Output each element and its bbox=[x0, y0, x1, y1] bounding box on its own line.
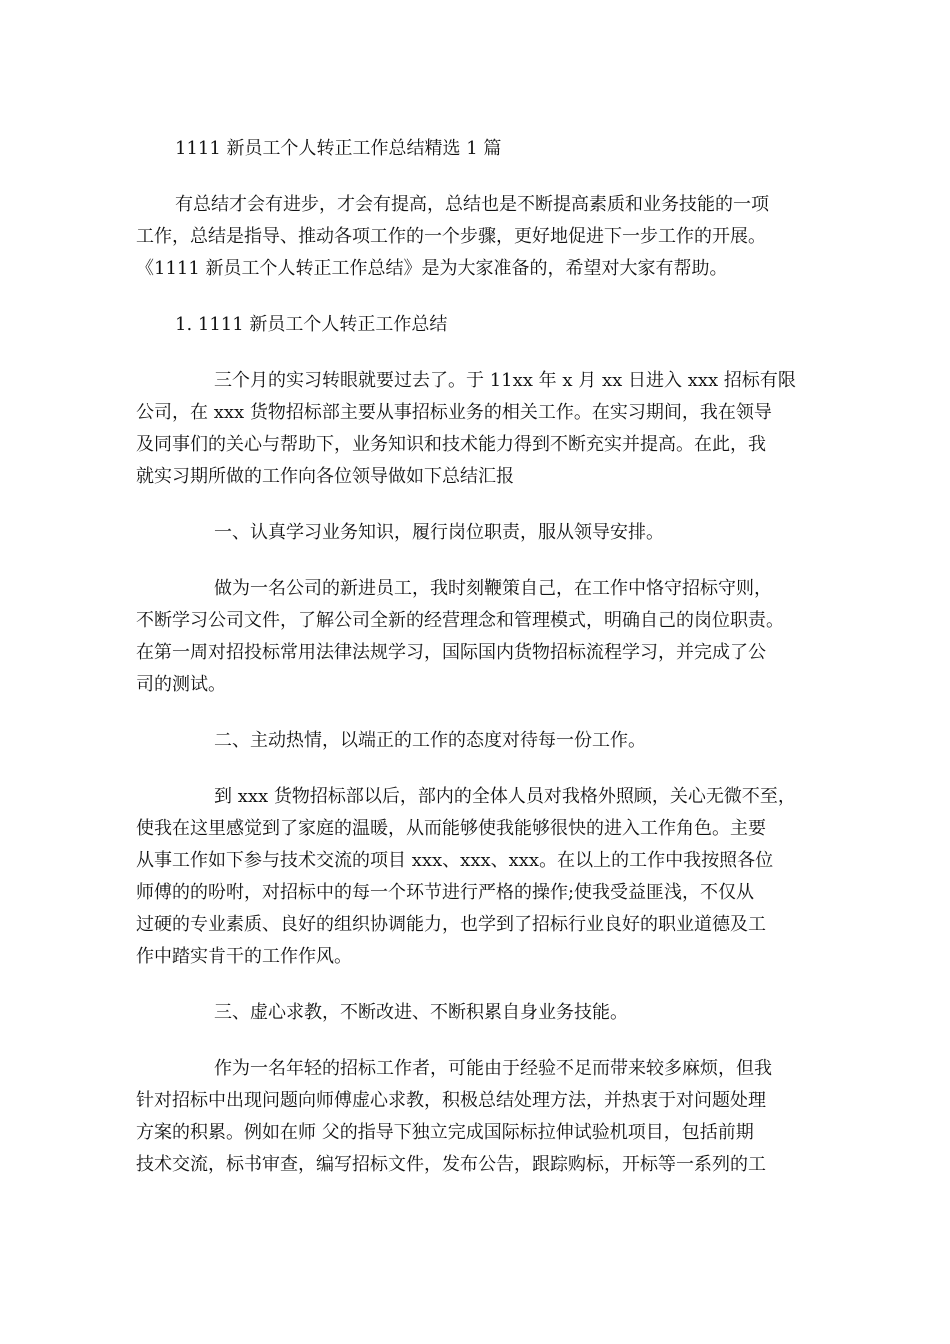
paragraph-line: 不断学习公司文件，了解公司全新的经营理念和管理模式，明确自己的岗位职责。 bbox=[136, 610, 784, 631]
paragraph-line: 使我在这里感觉到了家庭的温暖，从而能够使我能够很快的进入工作角色。主要 bbox=[136, 818, 766, 839]
subheading-2: 二、主动热情，以端正的工作的态度对待每一份工作。 bbox=[214, 730, 646, 751]
subheading-1: 一、认真学习业务知识，履行岗位职责，服从领导安排。 bbox=[214, 522, 664, 543]
intro-line: 工作，总结是指导、推动各项工作的一个步骤，更好地促进下一步工作的开展。 bbox=[136, 226, 766, 247]
paragraph-line: 过硬的专业素质、良好的组织协调能力，也学到了招标行业良好的职业道德及工 bbox=[136, 914, 766, 935]
paragraph-line: 技术交流，标书审查，编写招标文件，发布公告，跟踪购标，开标等一系列的工 bbox=[136, 1154, 766, 1175]
paragraph-line: 作为一名年轻的招标工作者，可能由于经验不足而带来较多麻烦，但我 bbox=[214, 1058, 772, 1079]
paragraph-line: 到 xxx 货物招标部以后，部内的全体人员对我格外照顾，关心无微不至， bbox=[214, 786, 796, 807]
intro-line: 《1111 新员工个人转正工作总结》是为大家准备的，希望对大家有帮助。 bbox=[136, 258, 728, 279]
paragraph-line: 及同事们的关心与帮助下，业务知识和技术能力得到不断充实并提高。在此，我 bbox=[136, 434, 766, 455]
paragraph-line: 司的测试。 bbox=[136, 674, 226, 695]
paragraph-line: 做为一名公司的新进员工，我时刻鞭策自己，在工作中恪守招标守则， bbox=[214, 578, 772, 599]
intro-line: 有总结才会有进步，才会有提高，总结也是不断提高素质和业务技能的一项 bbox=[175, 194, 769, 215]
paragraph-line: 针对招标中出现问题向师傅虚心求教，积极总结处理方法，并热衷于对问题处理 bbox=[136, 1090, 766, 1111]
document-title: 1111 新员工个人转正工作总结精选 1 篇 bbox=[175, 138, 502, 159]
subheading-3: 三、虚心求教，不断改进、不断积累自身业务技能。 bbox=[214, 1002, 628, 1023]
paragraph-line: 在第一周对招投标常用法律法规学习，国际国内货物招标流程学习，并完成了公 bbox=[136, 642, 766, 663]
paragraph-line: 方案的积累。例如在师 父的指导下独立完成国际标拉伸试验机项目，包括前期 bbox=[136, 1122, 754, 1143]
paragraph-line: 作中踏实肯干的工作作风。 bbox=[136, 946, 352, 967]
paragraph-line: 师傅的的吩咐，对招标中的每一个环节进行严格的操作;使我受益匪浅，不仅从 bbox=[136, 882, 755, 903]
paragraph-line: 就实习期所做的工作向各位领导做如下总结汇报 bbox=[136, 466, 514, 487]
section-heading: 1. 1111 新员工个人转正工作总结 bbox=[175, 314, 448, 335]
paragraph-line: 公司，在 xxx 货物招标部主要从事招标业务的相关工作。在实习期间，我在领导 bbox=[136, 402, 772, 423]
paragraph-line: 从事工作如下参与技术交流的项目 xxx、xxx、xxx。在以上的工作中我按照各位 bbox=[136, 850, 774, 871]
paragraph-line: 三个月的实习转眼就要过去了。于 11xx 年 x 月 xx 日进入 xxx 招标有限 bbox=[214, 370, 796, 391]
